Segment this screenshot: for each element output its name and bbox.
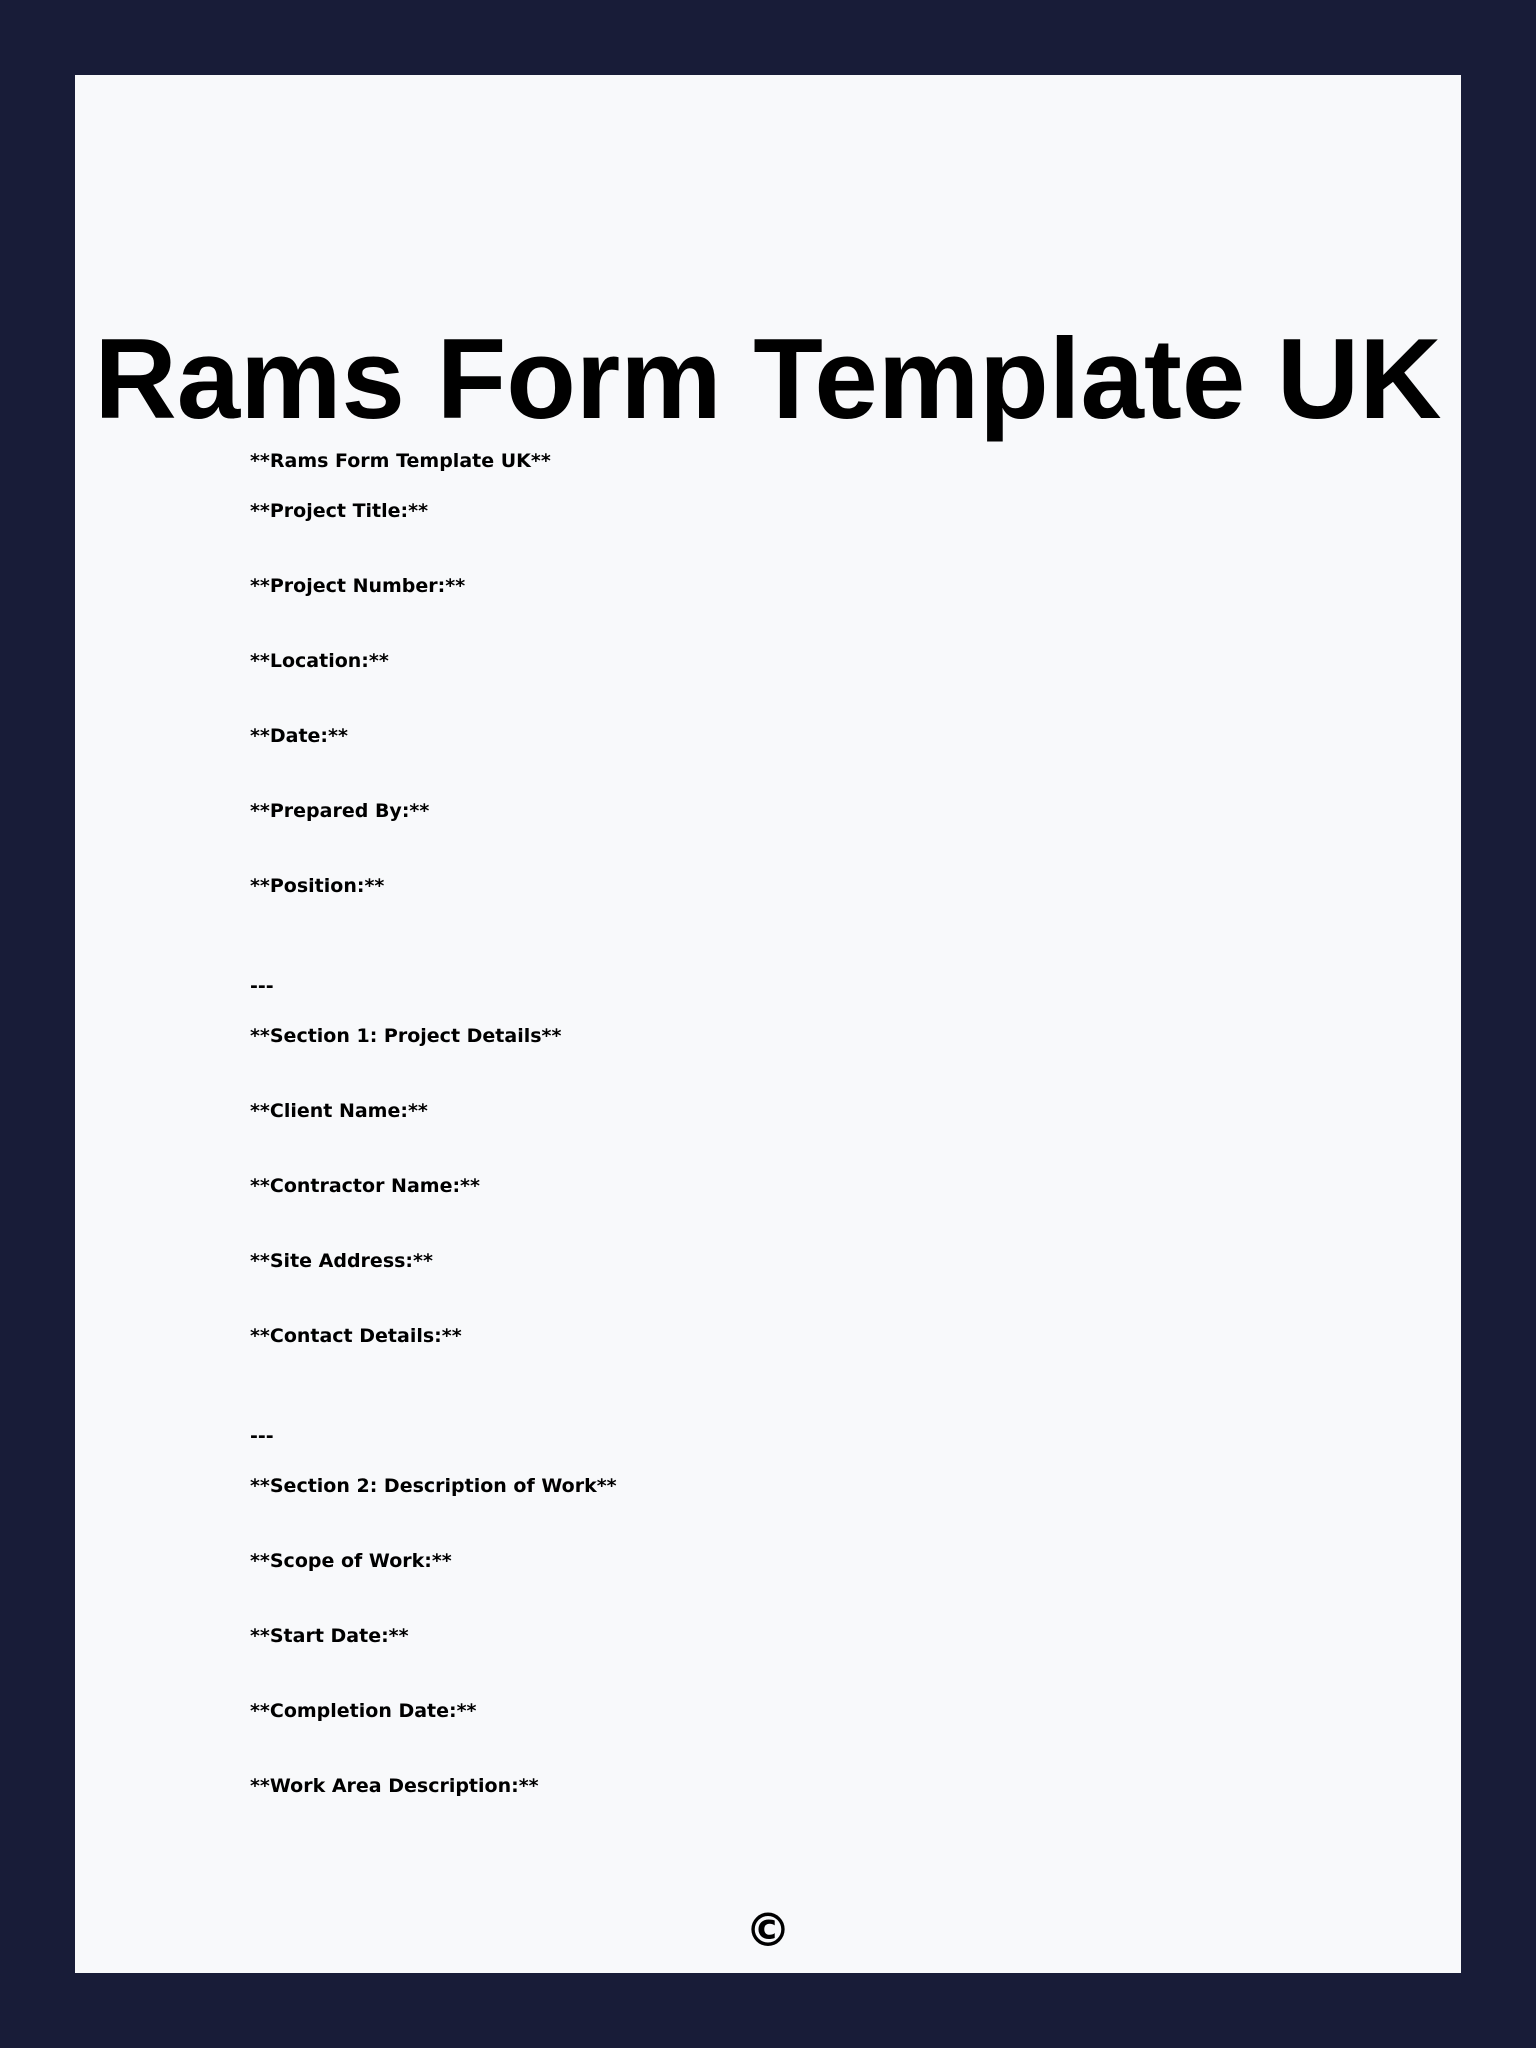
field-scope-of-work: **Scope of Work:** xyxy=(250,1550,452,1572)
field-contractor-name: **Contractor Name:** xyxy=(250,1175,480,1197)
field-project-number: **Project Number:** xyxy=(250,575,466,597)
field-project-title: **Project Title:** xyxy=(250,500,429,522)
form-heading: **Rams Form Template UK** xyxy=(250,450,551,472)
field-contact-details: **Contact Details:** xyxy=(250,1325,462,1347)
copyright-icon: © xyxy=(745,1903,791,1957)
section-divider: --- xyxy=(250,1425,274,1447)
field-start-date: **Start Date:** xyxy=(250,1625,409,1647)
field-date: **Date:** xyxy=(250,725,348,747)
field-completion-date: **Completion Date:** xyxy=(250,1700,477,1722)
field-site-address: **Site Address:** xyxy=(250,1250,433,1272)
field-position: **Position:** xyxy=(250,875,385,897)
field-location: **Location:** xyxy=(250,650,389,672)
page-title: Rams Form Template UK xyxy=(94,316,1442,443)
section-2-heading: **Section 2: Description of Work** xyxy=(250,1475,617,1497)
field-prepared-by: **Prepared By:** xyxy=(250,800,430,822)
field-work-area-description: **Work Area Description:** xyxy=(250,1775,539,1797)
document-page xyxy=(75,75,1461,1973)
section-1-heading: **Section 1: Project Details** xyxy=(250,1025,562,1047)
field-client-name: **Client Name:** xyxy=(250,1100,428,1122)
section-divider: --- xyxy=(250,975,274,997)
